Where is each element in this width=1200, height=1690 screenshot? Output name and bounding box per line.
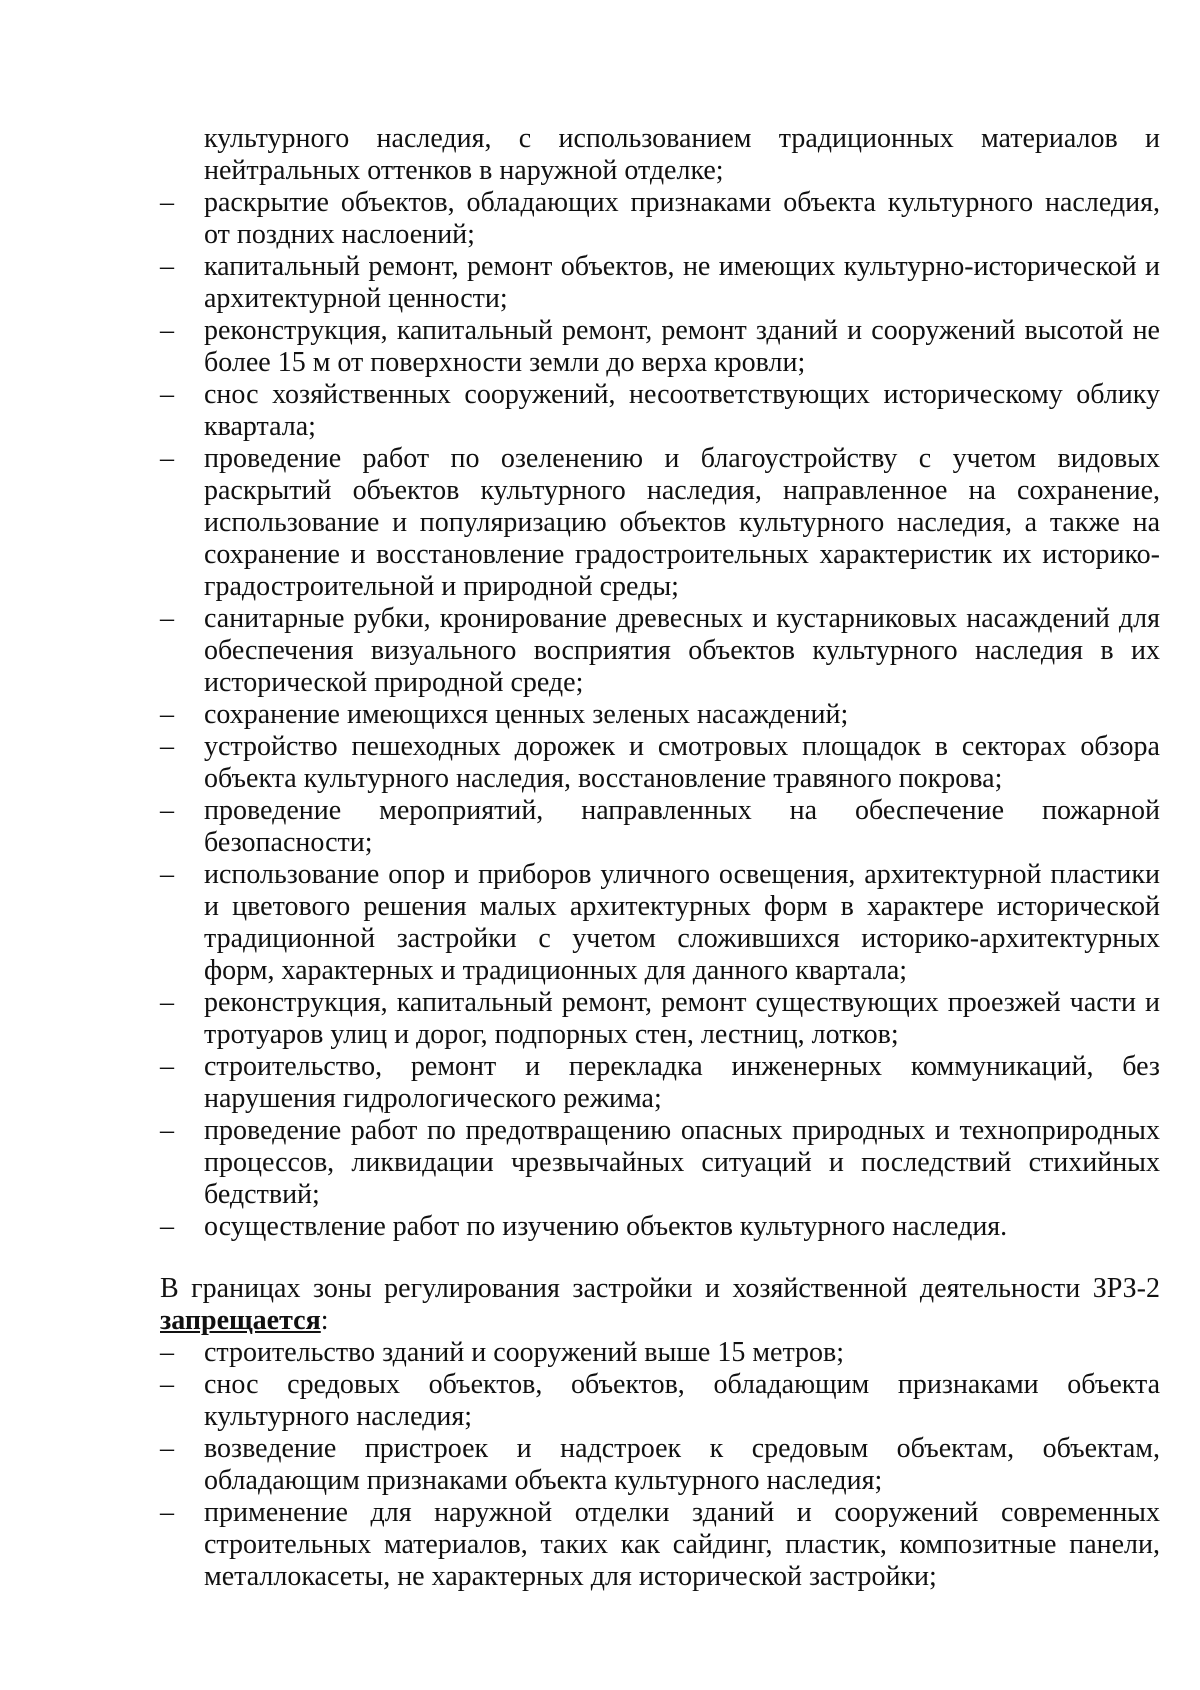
list-item	[160, 1433, 1160, 1497]
list-item-text: реконструкция, капитальный ремонт, ремонт существующих проезжей части и тротуаров улиц и дорог, подпорных стен, лестниц, лотков;	[204, 987, 1160, 1050]
list-item	[160, 603, 1160, 699]
list-item-text: применение для наружной отделки зданий и сооружений современных строительных материалов, таких как сайдинг, пластик, композитные панели, металлокасеты, не характерных для исторической застройки;	[204, 1497, 1160, 1592]
bullet-dash: –	[160, 379, 174, 410]
list-item-text: сохранение имеющихся ценных зеленых насаждений;	[204, 699, 849, 730]
list-item	[160, 987, 1160, 1051]
list-item	[160, 443, 1160, 603]
list-item-text: возведение пристроек и надстроек к средовым объектам, объектам, обладающим признаками объекта культурного наследия;	[204, 1433, 1160, 1496]
paragraph-colon: :	[320, 1305, 329, 1336]
bullet-dash: –	[160, 187, 174, 218]
list-item	[160, 1051, 1160, 1115]
list-item	[160, 379, 1160, 443]
list-item	[160, 1369, 1160, 1433]
list-item	[160, 1497, 1160, 1593]
list-item-text: санитарные рубки, кронирование древесных и кустарниковых насаждений для обеспечения визуального восприятия объектов культурного наследия в их исторической природной среде;	[204, 603, 1160, 698]
list-item-text: снос средовых объектов, объектов, обладающим признаками объекта культурного наследия;	[204, 1369, 1160, 1432]
bullet-dash: –	[160, 731, 174, 762]
bullet-dash: –	[160, 1433, 174, 1464]
list-item-text: проведение мероприятий, направленных на обеспечение пожарной безопасности;	[204, 795, 1160, 858]
list-item-text: проведение работ по предотвращению опасных природных и техноприродных процессов, ликвидации чрезвычайных ситуаций и последствий стихийных бедствий;	[204, 1115, 1160, 1210]
continuation-text: культурного наследия, с использованием традиционных материалов и нейтральных оттенков в наружной отделке;	[204, 123, 1160, 186]
list-item	[160, 1115, 1160, 1211]
prohibited-works-list	[160, 1337, 1160, 1593]
bullet-dash: –	[160, 251, 174, 282]
list-item	[160, 315, 1160, 379]
zrz2-paragraph	[160, 1273, 1160, 1337]
list-item	[160, 699, 1160, 731]
permitted-works-list	[160, 187, 1160, 1243]
list-item-text: использование опор и приборов уличного освещения, архитектурной пластики и цветового решения малых архитектурных форм в характере исторической традиционной застройки с учетом сложившихся историко-архитектурных форм, характерных и традиционных для данного квартала;	[204, 859, 1160, 986]
bullet-dash: –	[160, 1369, 174, 1400]
list-item-text: раскрытие объектов, обладающих признаками объекта культурного наследия, от поздних наслоений;	[204, 187, 1160, 250]
bullet-dash: –	[160, 987, 174, 1018]
list-item-text: снос хозяйственных сооружений, несоответствующих историческому облику квартала;	[204, 379, 1160, 442]
bullet-dash: –	[160, 443, 174, 474]
list-item	[160, 795, 1160, 859]
bullet-dash: –	[160, 1115, 174, 1146]
bullet-dash: –	[160, 795, 174, 826]
list-item	[160, 251, 1160, 315]
list-item-text: строительство зданий и сооружений выше 15 метров;	[204, 1337, 845, 1368]
list-item	[160, 1211, 1160, 1243]
prohibited-keyword: запрещается	[160, 1305, 321, 1336]
list-item	[160, 187, 1160, 251]
document-body	[160, 123, 1160, 1593]
bullet-dash: –	[160, 1497, 174, 1528]
list-item	[160, 731, 1160, 795]
list-item	[160, 1337, 1160, 1369]
list-item-text: устройство пешеходных дорожек и смотровых площадок в секторах обзора объекта культурного наследия, восстановление травяного покрова;	[204, 731, 1160, 794]
list-item-text: строительство, ремонт и перекладка инженерных коммуникаций, без нарушения гидрологического режима;	[204, 1051, 1160, 1114]
bullet-dash: –	[160, 1051, 174, 1082]
bullet-dash: –	[160, 1337, 174, 1368]
paragraph-intro: В границах зоны регулирования застройки и хозяйственной деятельности ЗРЗ-2	[160, 1273, 1160, 1304]
list-item-text: реконструкция, капитальный ремонт, ремонт зданий и сооружений высотой не более 15 м от поверхности земли до верха кровли;	[204, 315, 1160, 378]
list-item-text: проведение работ по озеленению и благоустройству с учетом видовых раскрытий объектов культурного наследия, направленное на сохранение, использование и популяризацию объектов культурного наследия, а также на сохранение и восстановление градостроительных характеристик их историко-градостроительной и природной среды;	[204, 443, 1160, 602]
list-item	[160, 859, 1160, 987]
bullet-dash: –	[160, 859, 174, 890]
list-item-text: капитальный ремонт, ремонт объектов, не имеющих культурно-исторической и архитектурной ценности;	[204, 251, 1160, 314]
bullet-dash: –	[160, 699, 174, 730]
bullet-dash: –	[160, 1211, 174, 1242]
bullet-dash: –	[160, 603, 174, 634]
bullet-dash: –	[160, 315, 174, 346]
list-item-text: осуществление работ по изучению объектов культурного наследия.	[204, 1211, 1008, 1242]
